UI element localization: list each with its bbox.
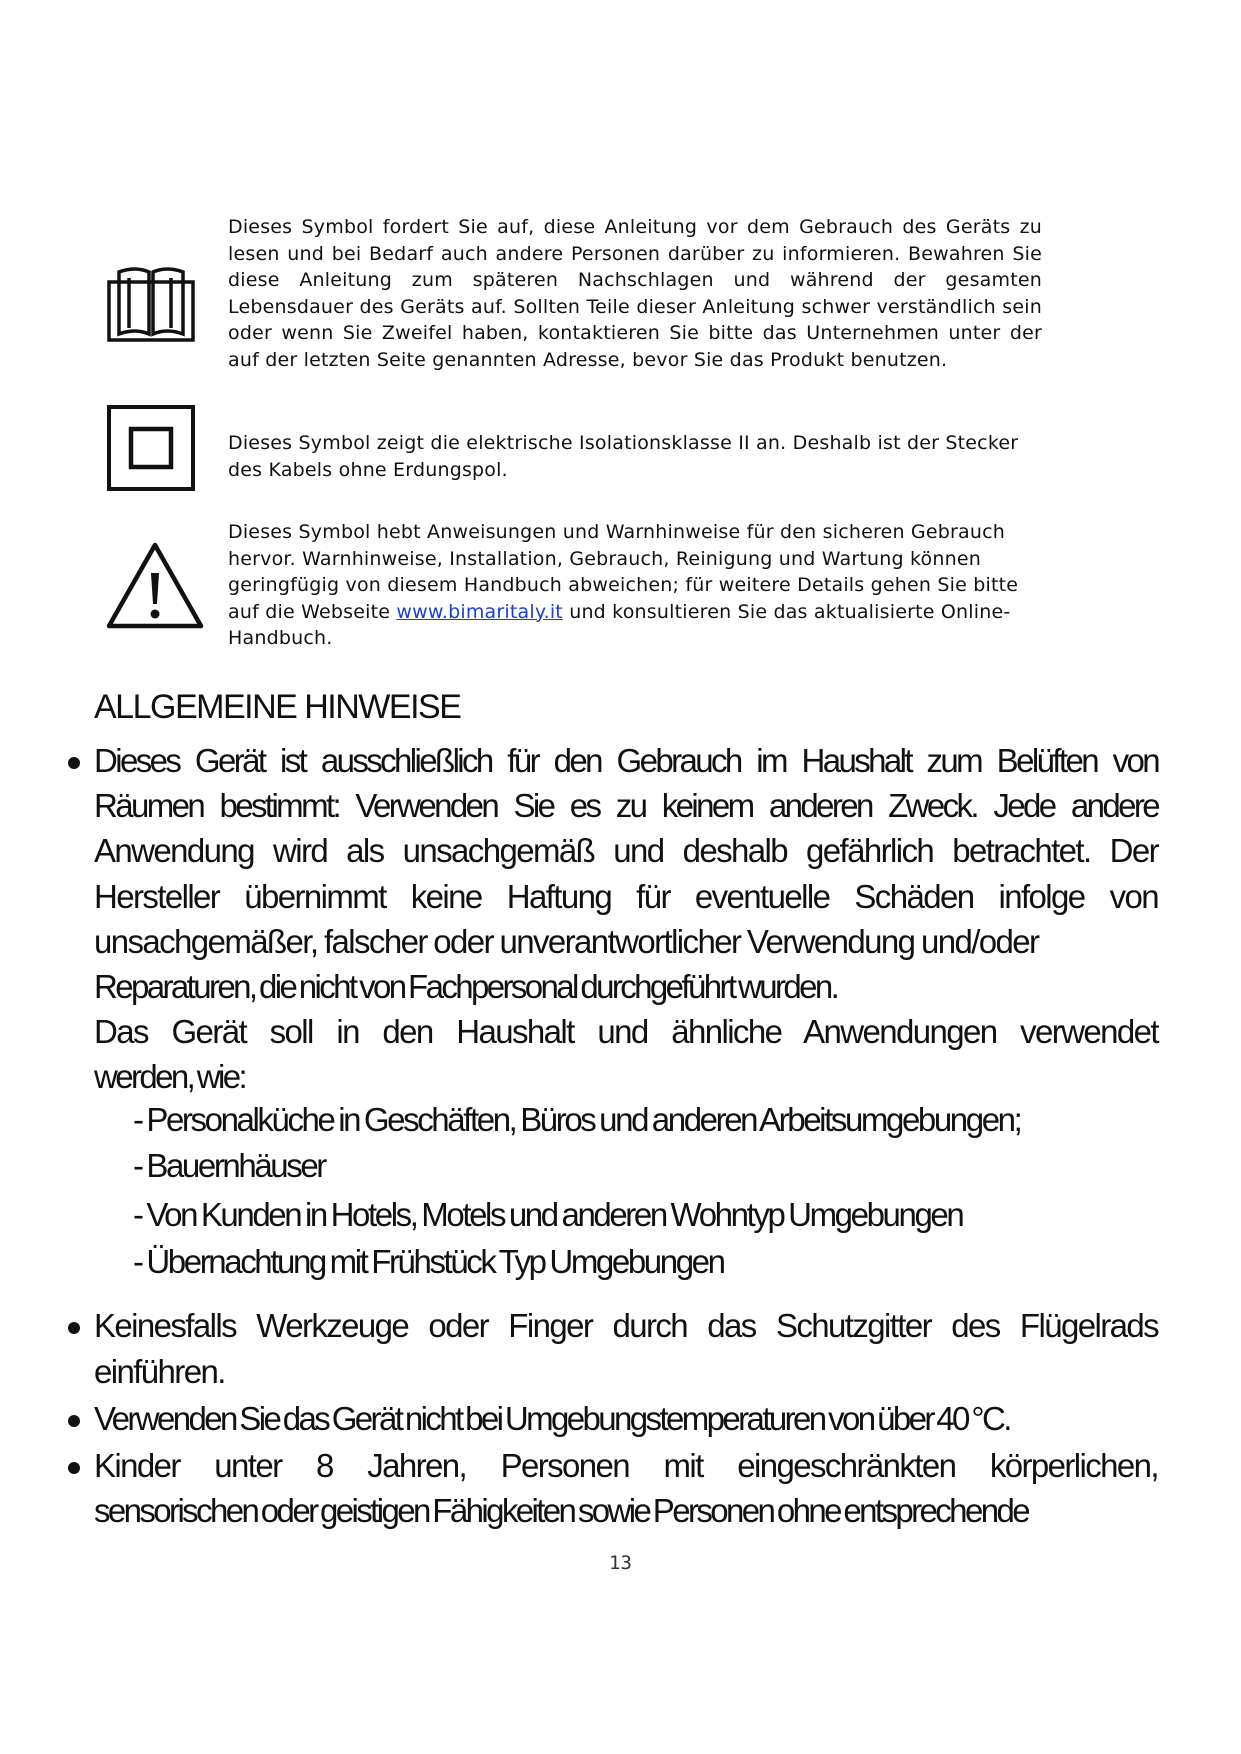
dash-list-item: - Übernachtung mit Frühstück Typ Umgebungen (133, 1243, 724, 1280)
website-link[interactable]: www.bimaritaly.it (396, 600, 563, 623)
bullet1-line-last: Reparaturen, die nicht von Fachpersonal durchgeführt wurden. (94, 968, 838, 1005)
warning-symbol-text-after: und konsultieren Sie das aktualisierte Online-Handbuch. (228, 600, 1011, 649)
bullet-dot (68, 757, 80, 769)
dash-list-item: - Von Kunden in Hotels, Motels und anderen Wohntyp Umgebungen (133, 1196, 963, 1233)
bullet3-text: Verwenden Sie das Gerät nicht bei Umgebungstemperaturen von über 40 °C. (94, 1400, 1010, 1437)
bullet1-line1: Dieses Gerät ist ausschließlich für den Gebrauch im Haushalt zum Belüften von (94, 742, 1158, 779)
class2-symbol-text: Dieses Symbol zeigt die elektrische Isolationsklasse II an. Deshalb ist der Stecker des Kabels ohne Erdungspol. (228, 432, 1019, 481)
usage-paragraph-line1: Das Gerät soll in den Haushalt und ähnliche Anwendungen verwendet (94, 1013, 1158, 1050)
usage-paragraph-line2: werden, wie: (94, 1058, 246, 1095)
section-title: ALLGEMEINE HINWEISE (94, 688, 461, 726)
bullet-dot (68, 1462, 80, 1474)
manual-symbol-text: Dieses Symbol fordert Sie auf, diese Anleitung vor dem Gebrauch des Geräts zu lesen und bei Bedarf auch andere Personen darüber zu informieren. Bewahren Sie diese Anleitung zum späteren Nachschlagen und während der gesamten Lebensdauer des Geräts auf. Sollten Teile dieser Anleitung schwer verständlich sein oder wenn Sie Zweifel haben, kontaktieren Sie bitte das Unternehmen unter der auf der letzten Seite genannten Adresse, bevor Sie das Produkt benutzen. (228, 216, 1042, 371)
page-number: 13 (609, 1552, 632, 1574)
bullet4-line2: sensorischen oder geistigen Fähigkeiten sowie Personen ohne entsprechende (94, 1492, 1028, 1529)
manual-book-icon (105, 264, 197, 344)
class-ii-insulation-icon (106, 404, 196, 492)
warning-symbol-text: Dieses Symbol hebt Anweisungen und Warnhinweise für den sicheren Gebrauch hervor. Warnhinweise, Installation, Gebrauch, Reinigung und Wartung können geringfügig von diesem Handbuch abweichen; für weitere Details gehen Sie bitte auf die Webseite (228, 521, 1019, 623)
warning-symbol-description (228, 519, 1042, 652)
bullet-dot (68, 1415, 80, 1427)
bullet1-body: Anwendung wird als unsachgemäß und deshalb gefährlich betrachtet. Der Hersteller übernimmt keine Haftung für eventuelle Schäden infolge von unsachgemäßer, falscher oder unverantwortlicher Verwendung und/oder (94, 832, 1158, 960)
class2-symbol-description (228, 430, 1042, 483)
warning-triangle-icon (104, 540, 206, 632)
dash-list-item: - Bauernhäuser (133, 1147, 325, 1184)
bullet1-line2: Räumen bestimmt: Verwenden Sie es zu keinem anderen Zweck. Jede andere (94, 787, 1158, 824)
manual-symbol-description (228, 214, 1042, 373)
bullet2-text: Keinesfalls Werkzeuge oder Finger durch das Schutzgitter des Flügelrads einführen. (94, 1307, 1158, 1390)
bullet4-line1: Kinder unter 8 Jahren, Personen mit eingeschränkten körperlichen, (94, 1447, 1158, 1484)
bullet-dot (68, 1322, 80, 1334)
dash-list-item: - Personalküche in Geschäften, Büros und anderen Arbeitsumgebungen; (133, 1101, 1021, 1138)
